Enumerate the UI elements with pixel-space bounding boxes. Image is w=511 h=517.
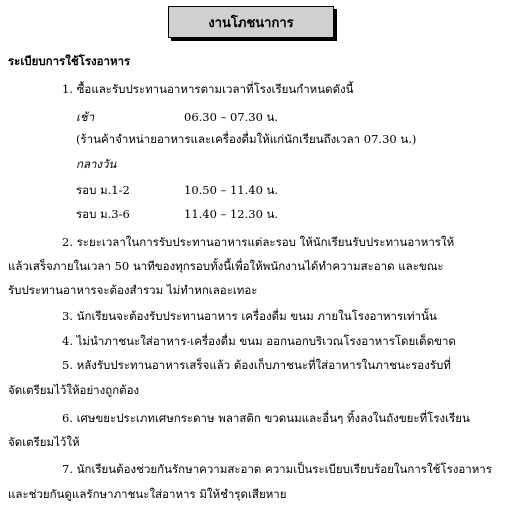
rule-5-line-1: 5. หลังรับประทานอาหารเสร็จแล้ว ต้องเก็บภาชนะที่ใส่อาหารในภาชนะรองรับที่ bbox=[62, 358, 451, 372]
morning-note: (ร้านค้าจำหน่ายอาหารและเครื่องดื่มให้แก่นักเรียนถึงเวลา 07.30 น.) bbox=[76, 132, 417, 146]
rule-2-line-1: 2. ระยะเวลาในการรับประทานอาหารแต่ละรอบ ให้นักเรียนรับประทานอาหารให้ bbox=[62, 235, 455, 249]
section-heading: ระเบียบการใช้โรงอาหาร bbox=[8, 54, 131, 68]
rule-3: 3. นักเรียนจะต้องรับประทานอาหาร เครื่องดื่ม ขนม ภายในโรงอาหารเท่านั้น bbox=[62, 309, 437, 323]
rule-2-line-2: แล้วเสร็จภายในเวลา 50 นาทีของทุกรอบทั้งนี้เพื่อให้พนักงานได้ทำความสะอาด และขณะ bbox=[8, 259, 444, 273]
rule-5-line-2: จัดเตรียมไว้ให้อย่างถูกต้อง bbox=[8, 383, 140, 397]
rule-6-line-1: 6. เศษขยะประเภทเศษกระดาษ พลาสติก ขวดนมและอื่นๆ ทิ้งลงในถังขยะที่โรงเรียน bbox=[62, 411, 470, 425]
rule-6-line-2: จัดเตรียมไว้ให้ bbox=[8, 435, 80, 449]
round2-label: รอบ ม.3-6 bbox=[76, 207, 130, 221]
noon-label: กลางวัน bbox=[76, 157, 117, 171]
rule-7-line-1: 7. นักเรียนต้องช่วยกันรักษาความสะอาด ความเป็นระเบียบเรียบร้อยในการใช้โรงอาหาร bbox=[62, 462, 492, 476]
round2-time: 11.40 – 12.30 น. bbox=[184, 207, 279, 221]
rule-2-line-3: รับประทานอาหารจะต้องสำรวม ไม่ทำหกเลอะเทอะ bbox=[8, 283, 258, 297]
round1-time: 10.50 – 11.40 น. bbox=[184, 183, 279, 197]
rule-4: 4. ไม่นำภาชนะใส่อาหาร-เครื่องดื่ม ขนม ออกนอกบริเวณโรงอาหารโดยเด็ดขาด bbox=[62, 334, 456, 348]
rule-7-line-2: และช่วยกันดูแลรักษาภาชนะใส่อาหาร มิให้ชำรุดเสียหาย bbox=[8, 487, 287, 501]
page-title: งานโภชนาการ bbox=[168, 6, 334, 38]
rule-1: 1. ซื้อและรับประทานอาหารตามเวลาที่โรงเรียนกำหนดดังนี้ bbox=[62, 82, 354, 96]
morning-label: เช้า bbox=[76, 110, 95, 124]
morning-time: 06.30 – 07.30 น. bbox=[184, 110, 279, 124]
round1-label: รอบ ม.1-2 bbox=[76, 183, 130, 197]
